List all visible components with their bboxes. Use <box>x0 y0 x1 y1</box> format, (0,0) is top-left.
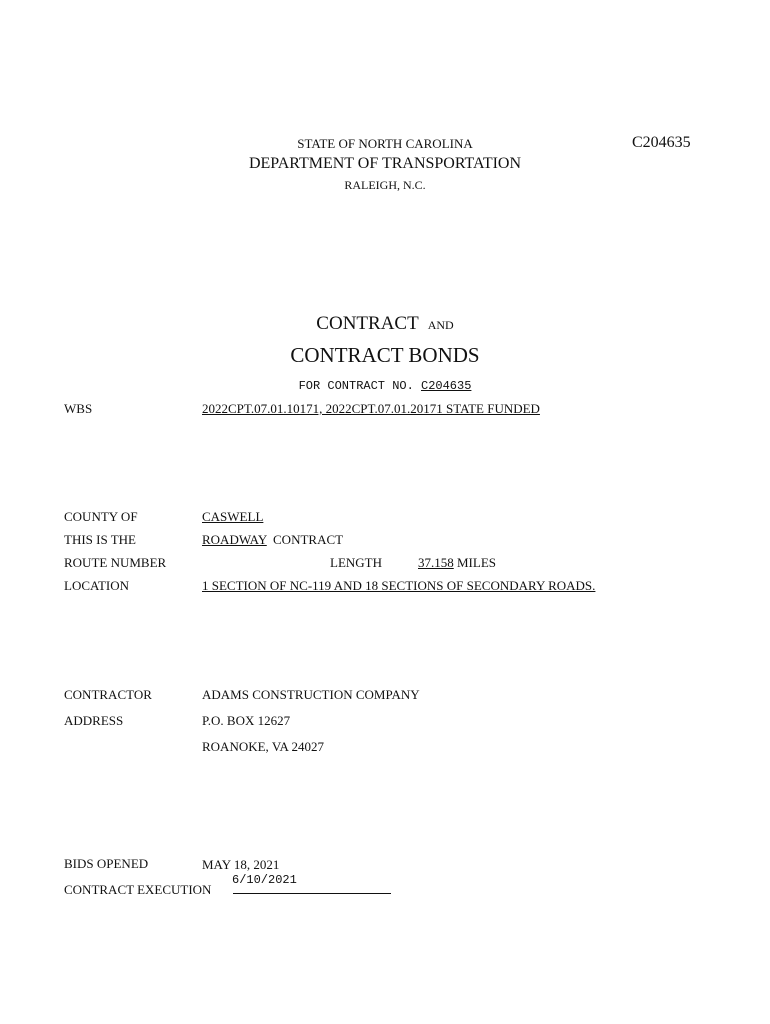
wbs-label: WBS <box>64 401 93 416</box>
address-line2: ROANOKE, VA 24027 <box>202 739 324 754</box>
for-contract-number: C204635 <box>421 379 472 393</box>
title-contract-bonds: CONTRACT BONDS <box>290 343 480 367</box>
for-contract-label: FOR CONTRACT NO. <box>298 379 414 393</box>
address-line1: P.O. BOX 12627 <box>202 713 291 728</box>
execution-date-line <box>233 893 391 894</box>
address-label: ADDRESS <box>64 713 124 728</box>
length-unit: MILES <box>457 555 496 570</box>
length-value: 37.158 <box>418 555 454 570</box>
title-contract-line <box>0 313 770 335</box>
contract-execution-label: CONTRACT EXECUTION <box>64 882 212 897</box>
contract-word: CONTRACT <box>273 532 344 547</box>
contractor-label: CONTRACTOR <box>64 687 152 702</box>
bids-opened-label: BIDS OPENED <box>64 856 149 871</box>
county-value: CASWELL <box>202 509 264 524</box>
state-name: STATE OF NORTH CAROLINA <box>297 136 473 151</box>
wbs-value: 2022CPT.07.01.10171, 2022CPT.07.01.20171 STATE FUNDED <box>202 401 540 416</box>
city-name: RALEIGH, N.C. <box>344 178 426 192</box>
location-label: LOCATION <box>64 578 129 593</box>
length-line <box>418 555 496 571</box>
contract-id: C204635 <box>632 134 691 151</box>
bids-opened-date: MAY 18, 2021 <box>202 857 280 872</box>
this-is-label: THIS IS THE <box>64 532 136 547</box>
contract-execution-date: 6/10/2021 <box>232 873 297 887</box>
contractor-name: ADAMS CONSTRUCTION COMPANY <box>202 687 420 702</box>
contract-type-line <box>202 532 343 548</box>
department-name: DEPARTMENT OF TRANSPORTATION <box>248 155 522 172</box>
title-contract: CONTRACT <box>316 313 419 334</box>
route-number-label: ROUTE NUMBER <box>64 555 167 570</box>
contract-type: ROADWAY <box>202 532 267 547</box>
title-and: AND <box>427 318 454 332</box>
county-label: COUNTY OF <box>64 509 138 524</box>
for-contract-line <box>0 379 770 393</box>
length-label: LENGTH <box>330 555 382 570</box>
location-value: 1 SECTION OF NC-119 AND 18 SECTIONS OF SECONDARY ROADS. <box>202 578 596 593</box>
